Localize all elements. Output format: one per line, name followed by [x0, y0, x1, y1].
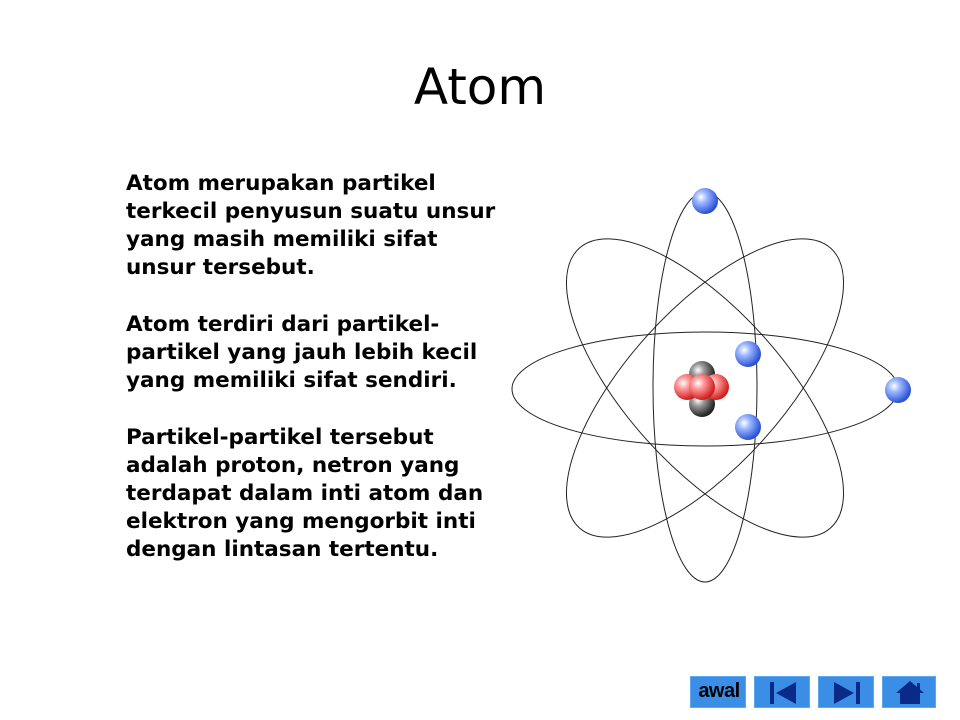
nucleus [674, 361, 729, 417]
proton [689, 374, 715, 400]
next-button[interactable] [818, 676, 874, 708]
previous-icon [755, 677, 811, 709]
electron [735, 341, 761, 367]
paragraph-definition: Atom merupakan partikel terkecil penyusun suatu unsur yang masih memiliki sifat unsur tersebut. [126, 171, 496, 280]
paragraph-composition: Atom terdiri dari partikel-partikel yang jauh lebih kecil yang memiliki sifat sendiri. [126, 312, 478, 393]
next-icon [819, 677, 875, 709]
home-button[interactable] [882, 676, 936, 708]
previous-button[interactable] [754, 676, 810, 708]
home-icon [883, 677, 937, 709]
electron [885, 377, 911, 403]
awal-button[interactable] [690, 676, 746, 708]
atom-diagram [500, 175, 920, 595]
electron [692, 188, 718, 214]
paragraph-particles: Partikel-partikel tersebut adalah proton, netron yang terdapat dalam inti atom dan elektron yang mengorbit inti dengan lintasan tertentu. [126, 425, 484, 562]
slide-title: Atom [413, 58, 547, 116]
electron [735, 414, 761, 440]
slide-body [126, 170, 498, 593]
electrons [692, 188, 911, 440]
awal-label: awal [698, 680, 740, 702]
